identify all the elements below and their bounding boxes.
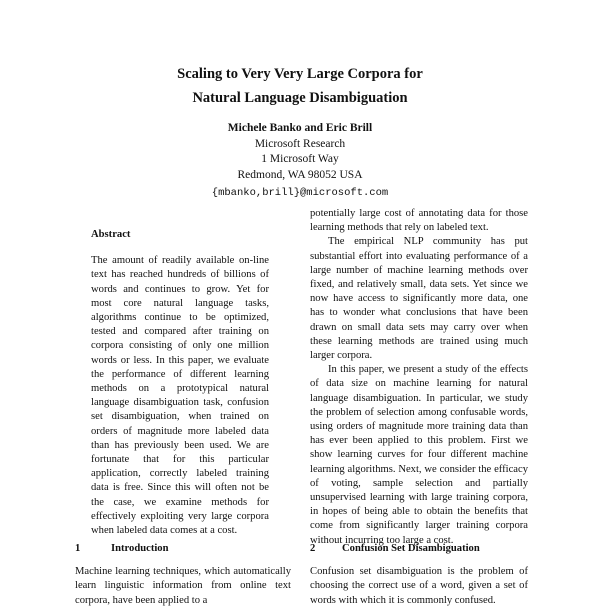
- abstract-text: The amount of readily available on-line text has reached hundreds of billions of words and continues to grow. Yet for most core natural language tasks, algorithms continue to be optimized, tested and compared after training on corpora consisting of only one million words or less. In this paper, we evaluate the performance of different learning methods on a prototypical natural language disambiguation task, confusion set disambiguation, when trained on orders of magnitude more labeled data than has previously been used. We are fortunate that for this particular application, correctly labeled training data is free. Since this will often not be the case, we examine methods for effectively exploiting very large corpora when labeled data comes at a cost.: [91, 255, 269, 537]
- author-block: [0, 121, 600, 202]
- section-heading: [310, 542, 528, 556]
- author-email: {mbanko,brill}@microsoft.com: [211, 187, 389, 199]
- section-body: Confusion set disambiguation is the problem of choosing the correct use of a word, given a set of words with which it is commonly confused.: [310, 566, 528, 606]
- right-column-intro: [310, 207, 528, 548]
- section-body: Machine learning techniques, which automatically learn linguistic information from online text corpora, have been applied to a: [75, 566, 291, 606]
- address-line-1: 1 Microsoft Way: [261, 153, 339, 165]
- section-number: 2: [310, 543, 316, 554]
- address-line-2: Redmond, WA 98052 USA: [237, 168, 363, 181]
- paper-title: [0, 62, 600, 110]
- author-names: Michele Banko and Eric Brill: [227, 122, 373, 134]
- intro-paragraph-1: potentially large cost of annotating data for those learning methods that rely on labeled text.: [310, 208, 528, 234]
- section-heading: [75, 542, 291, 556]
- section-title: Introduction: [111, 543, 169, 554]
- abstract-heading: Abstract: [91, 229, 131, 240]
- intro-paragraph-3: In this paper, we present a study of the effects of data size on machine learning for natural language disambiguation. In particular, we study the problem of selection among confusable words, using orders of magnitude more training data than has ever been applied to this problem. First we show learning curves for four different machine learning algorithms. Next, we consider the efficacy of voting, sample selection and partially unsupervised learning with large training corpora, in hopes of being able to obtain the benefits that come from significantly larger training corpora without incurring too large a cost.: [310, 364, 528, 546]
- title-line-2: Natural Language Disambiguation: [192, 90, 408, 106]
- section-introduction: [75, 542, 291, 608]
- section-title: Confusion Set Disambiguation: [342, 543, 480, 554]
- title-line-1: Scaling to Very Very Large Corpora for: [177, 66, 423, 82]
- section-confusion-set: [310, 542, 528, 608]
- abstract-block: [91, 228, 269, 538]
- section-number: 1: [75, 543, 81, 554]
- affiliation: Microsoft Research: [254, 137, 346, 150]
- intro-paragraph-2: The empirical NLP community has put substantial effort into evaluating performance of a large number of machine learning methods over fixed, and relatively small, data sets. Yet since we now have access to significantly more data, one has to wonder what conclusions that have been drawn on small data sets may carry over when these learning methods are trained using much larger corpora.: [310, 236, 528, 362]
